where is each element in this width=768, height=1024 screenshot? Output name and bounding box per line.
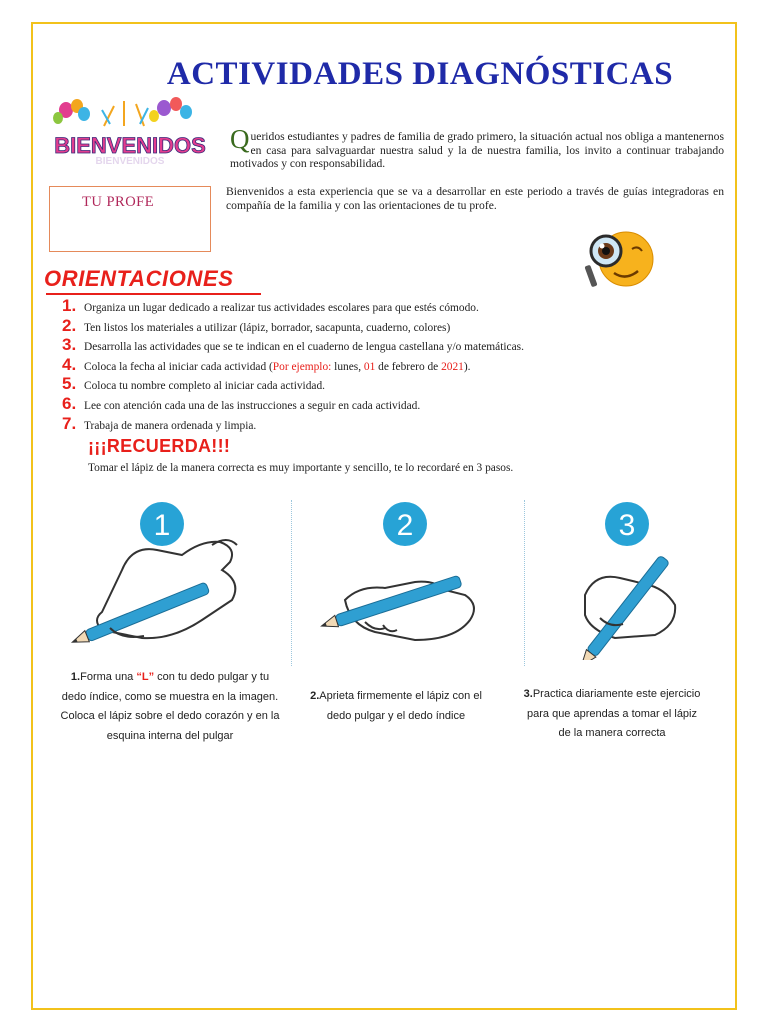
page-title: ACTIVIDADES DIAGNÓSTICAS: [166, 56, 674, 92]
list-item: [62, 355, 524, 375]
step-1-highlight: “L”: [136, 671, 155, 683]
item-number: 7.: [62, 413, 77, 433]
step-3-illustration: [545, 500, 725, 660]
recuerda-text: Tomar el lápiz de la manera correcta es muy importante y sencillo, te lo recordaré en 3 pasos.: [88, 462, 514, 474]
step-badge-2-number: 2: [396, 509, 414, 542]
intro-paragraph-1-text: ueridos estudiantes y padres de familia de grado primero, la situación actual nos obliga a mantenernos en casa para salvaguardar nuestra salud y la de nuestra familia, los invito a continuar trabajando motivados y con responsabilidad.: [230, 130, 724, 170]
intro-paragraph-2: Bienvenidos a esta experiencia que se va a desarrollar en este periodo a través de guías integradoras en compañía de la familia y con las orientaciones de tu profe.: [226, 185, 724, 212]
dropcap-letter: Q: [230, 124, 250, 154]
step-1-illustration: [62, 500, 282, 660]
list-item: [62, 335, 524, 355]
list-item: [62, 296, 524, 316]
item-text: lunes,: [331, 360, 364, 373]
example-year: 2021: [441, 360, 464, 373]
list-item: [62, 316, 524, 336]
item-number: 3.: [62, 335, 77, 355]
intro-paragraph-1: [230, 124, 724, 171]
item-text: Lee con atención cada una de las instrucciones a seguir en cada actividad.: [84, 399, 421, 412]
item-text: ).: [463, 360, 471, 373]
item-text: Coloca tu nombre completo al iniciar cada actividad.: [84, 380, 326, 393]
item-number: 1.: [62, 296, 77, 315]
list-item: [62, 374, 524, 394]
example-label: Por ejemplo:: [272, 360, 332, 373]
welcome-banner-image: [44, 96, 216, 166]
item-text: Trabaja de manera ordenada y limpia.: [84, 419, 257, 432]
step-1-text-b: con tu dedo pulgar y tu dedo índice, como se muestra en la imagen. Coloca el lápiz sobre el dedo corazón y en la esquina interna del pulgar: [60, 671, 280, 742]
step-divider: [291, 500, 292, 666]
item-text: Coloca la fecha al iniciar cada actividad (: [84, 360, 273, 373]
item-number: 4.: [62, 354, 77, 374]
step-1-caption: [58, 668, 282, 746]
item-text: Desarrolla las actividades que se te indican en el cuaderno de lengua castellana y/o matemáticas.: [84, 341, 524, 354]
teacher-box-label: TU PROFE: [82, 194, 155, 210]
step-1-number: 1.: [70, 671, 81, 683]
step-divider: [524, 500, 525, 666]
svg-text:BIENVENIDOS: BIENVENIDOS: [95, 156, 165, 166]
step-3-caption: [522, 685, 702, 744]
step-3-text: Practica diariamente este ejercicio para que aprendas a tomar el lápiz de la manera correcta: [527, 688, 701, 739]
recuerda-heading: ¡¡¡RECUERDA!!!: [88, 436, 231, 456]
step-1-text-a: Forma una: [80, 671, 137, 683]
step-3-number: 3.: [523, 688, 533, 700]
example-day: 01: [363, 360, 376, 373]
orientations-underline: [46, 293, 261, 295]
list-item: [62, 394, 524, 414]
item-number: 6.: [62, 393, 77, 413]
item-number: 2.: [62, 315, 77, 335]
step-badge-3-number: 3: [618, 509, 636, 542]
item-number: 5.: [62, 374, 77, 394]
magnifier-emoji-icon: [580, 225, 658, 299]
step-2-number: 2.: [310, 690, 320, 702]
orientations-list: [62, 296, 524, 433]
step-2-text: Aprieta firmemente el lápiz con el dedo pulgar y el dedo índice: [319, 690, 482, 722]
step-2-caption: [298, 687, 494, 726]
teacher-box: [49, 186, 211, 252]
step-badge-1-number: 1: [153, 509, 171, 542]
item-text: Ten listos los materiales a utilizar (lápiz, borrador, sacapunta, cuaderno, colores): [84, 321, 451, 334]
orientations-heading: ORIENTACIONES: [44, 266, 234, 291]
list-item: [62, 414, 524, 434]
welcome-banner-text: BIENVENIDOS: [54, 133, 206, 158]
item-text: Organiza un lugar dedicado a realizar tus actividades escolares para que estés cómodo.: [84, 302, 479, 314]
step-2-illustration: [305, 500, 515, 660]
item-text: de febrero de: [375, 360, 442, 373]
